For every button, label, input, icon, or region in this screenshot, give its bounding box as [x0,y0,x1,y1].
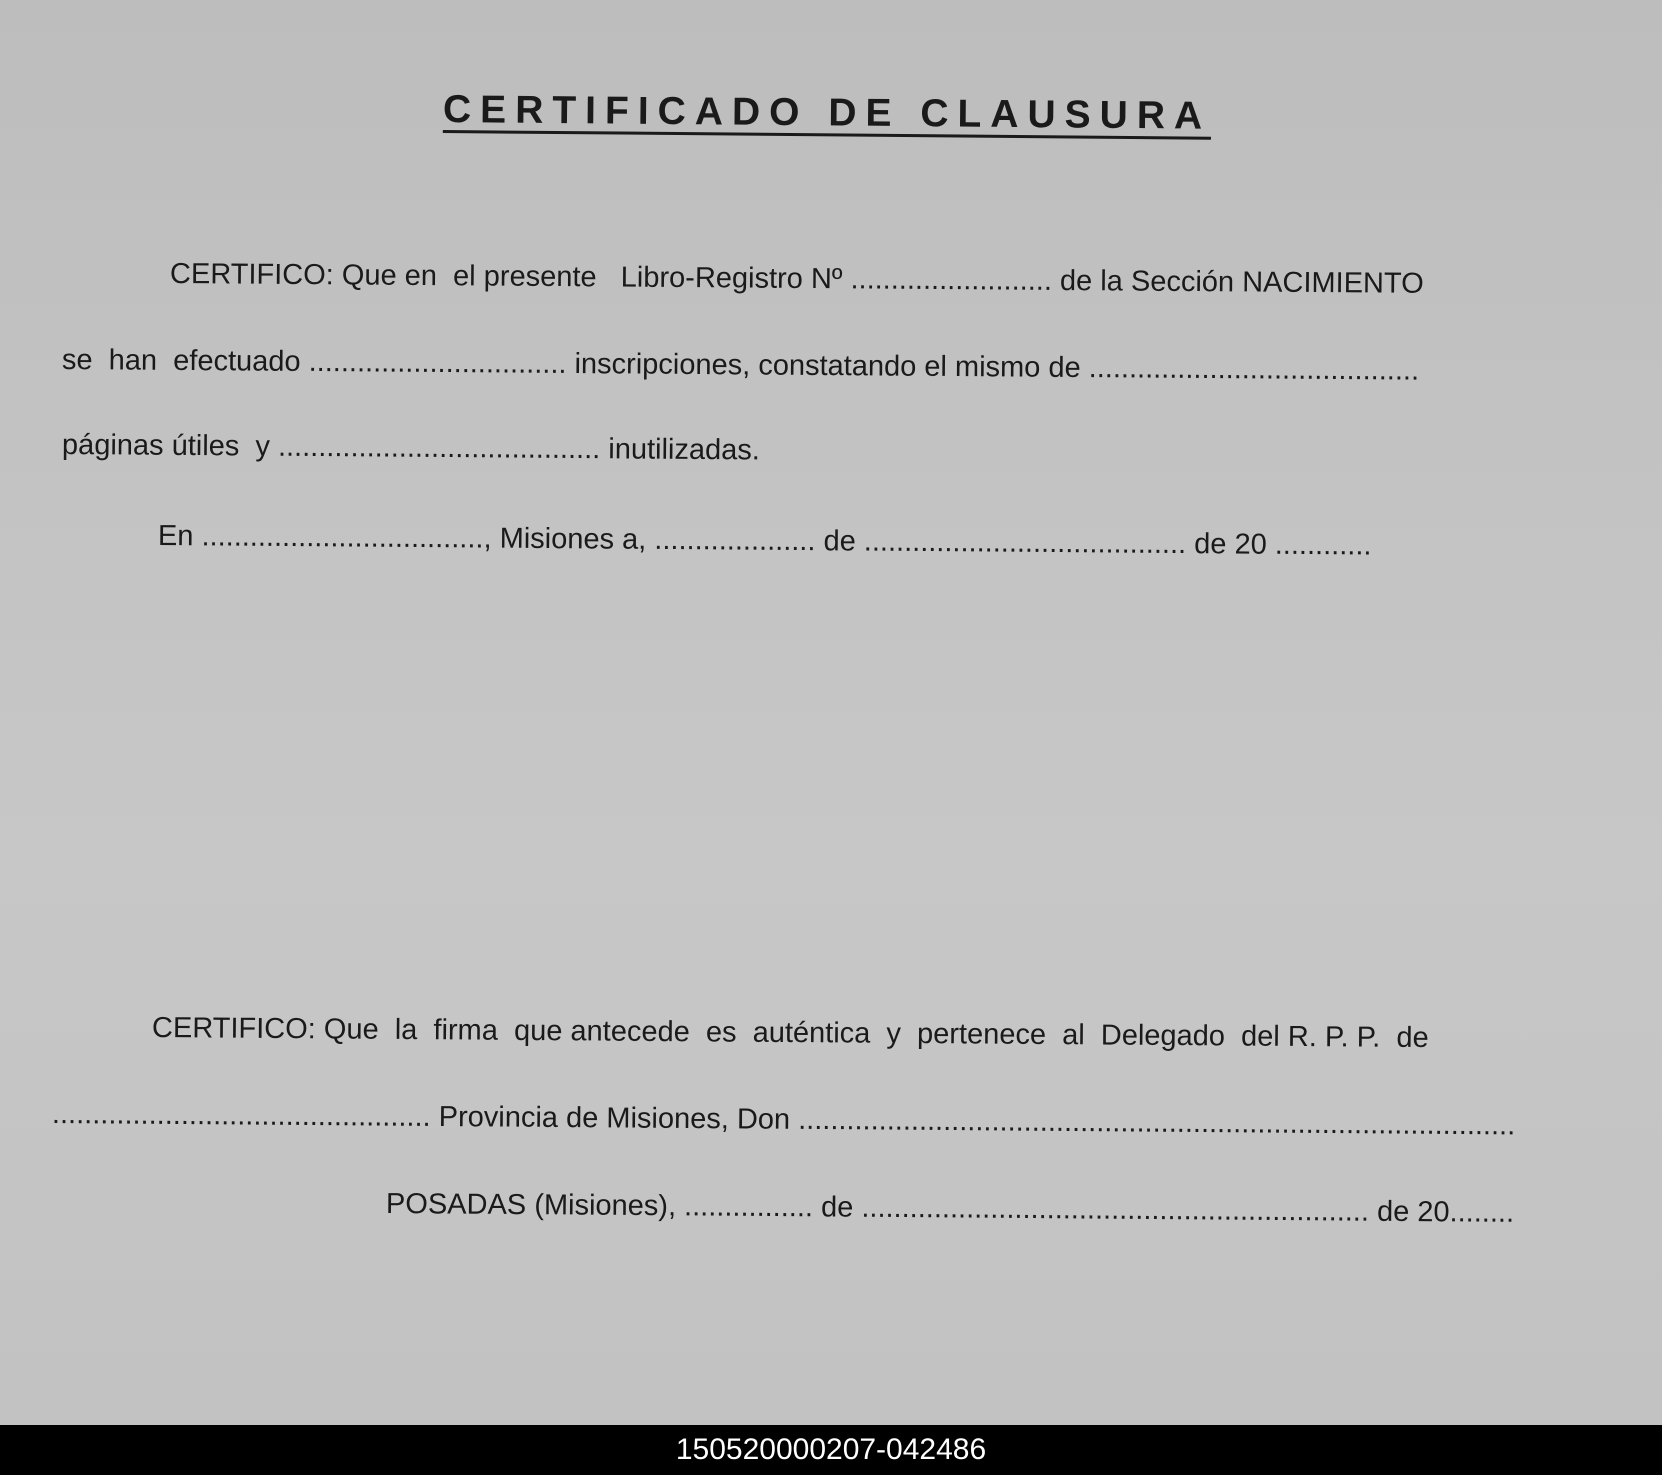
inscripciones-line: se han efectuado ................................ inscripciones, constatando el mismo de ......................................... [61,344,1420,387]
provincia-don-line: ............................................... Provincia de Misiones, Don ......................................................................................... [51,1098,1516,1142]
footer-code-bar [0,1425,1662,1475]
certifico-firma-line: CERTIFICO: Que la firma que antecede es auténtica y pertenece al Delegado del R. P. P. de [151,1012,1429,1055]
document-code: 150520000207-042486 [675,1433,987,1466]
posadas-fecha-line: POSADAS (Misiones), ................ de ............................................................... de 20........ [385,1188,1515,1229]
paginas-line: páginas útiles y ........................................ inutilizadas. [61,429,760,467]
document-title: CERTIFICADO DE CLAUSURA [442,88,1212,138]
fecha-misiones-line: En ..................................., Misiones a, .................... de ........................................ de 20 ............ [157,520,1372,562]
certifico-registro-line: CERTIFICO: Que en el presente Libro-Registro Nº ......................... de la Sección NACIMIENTO [169,258,1424,300]
